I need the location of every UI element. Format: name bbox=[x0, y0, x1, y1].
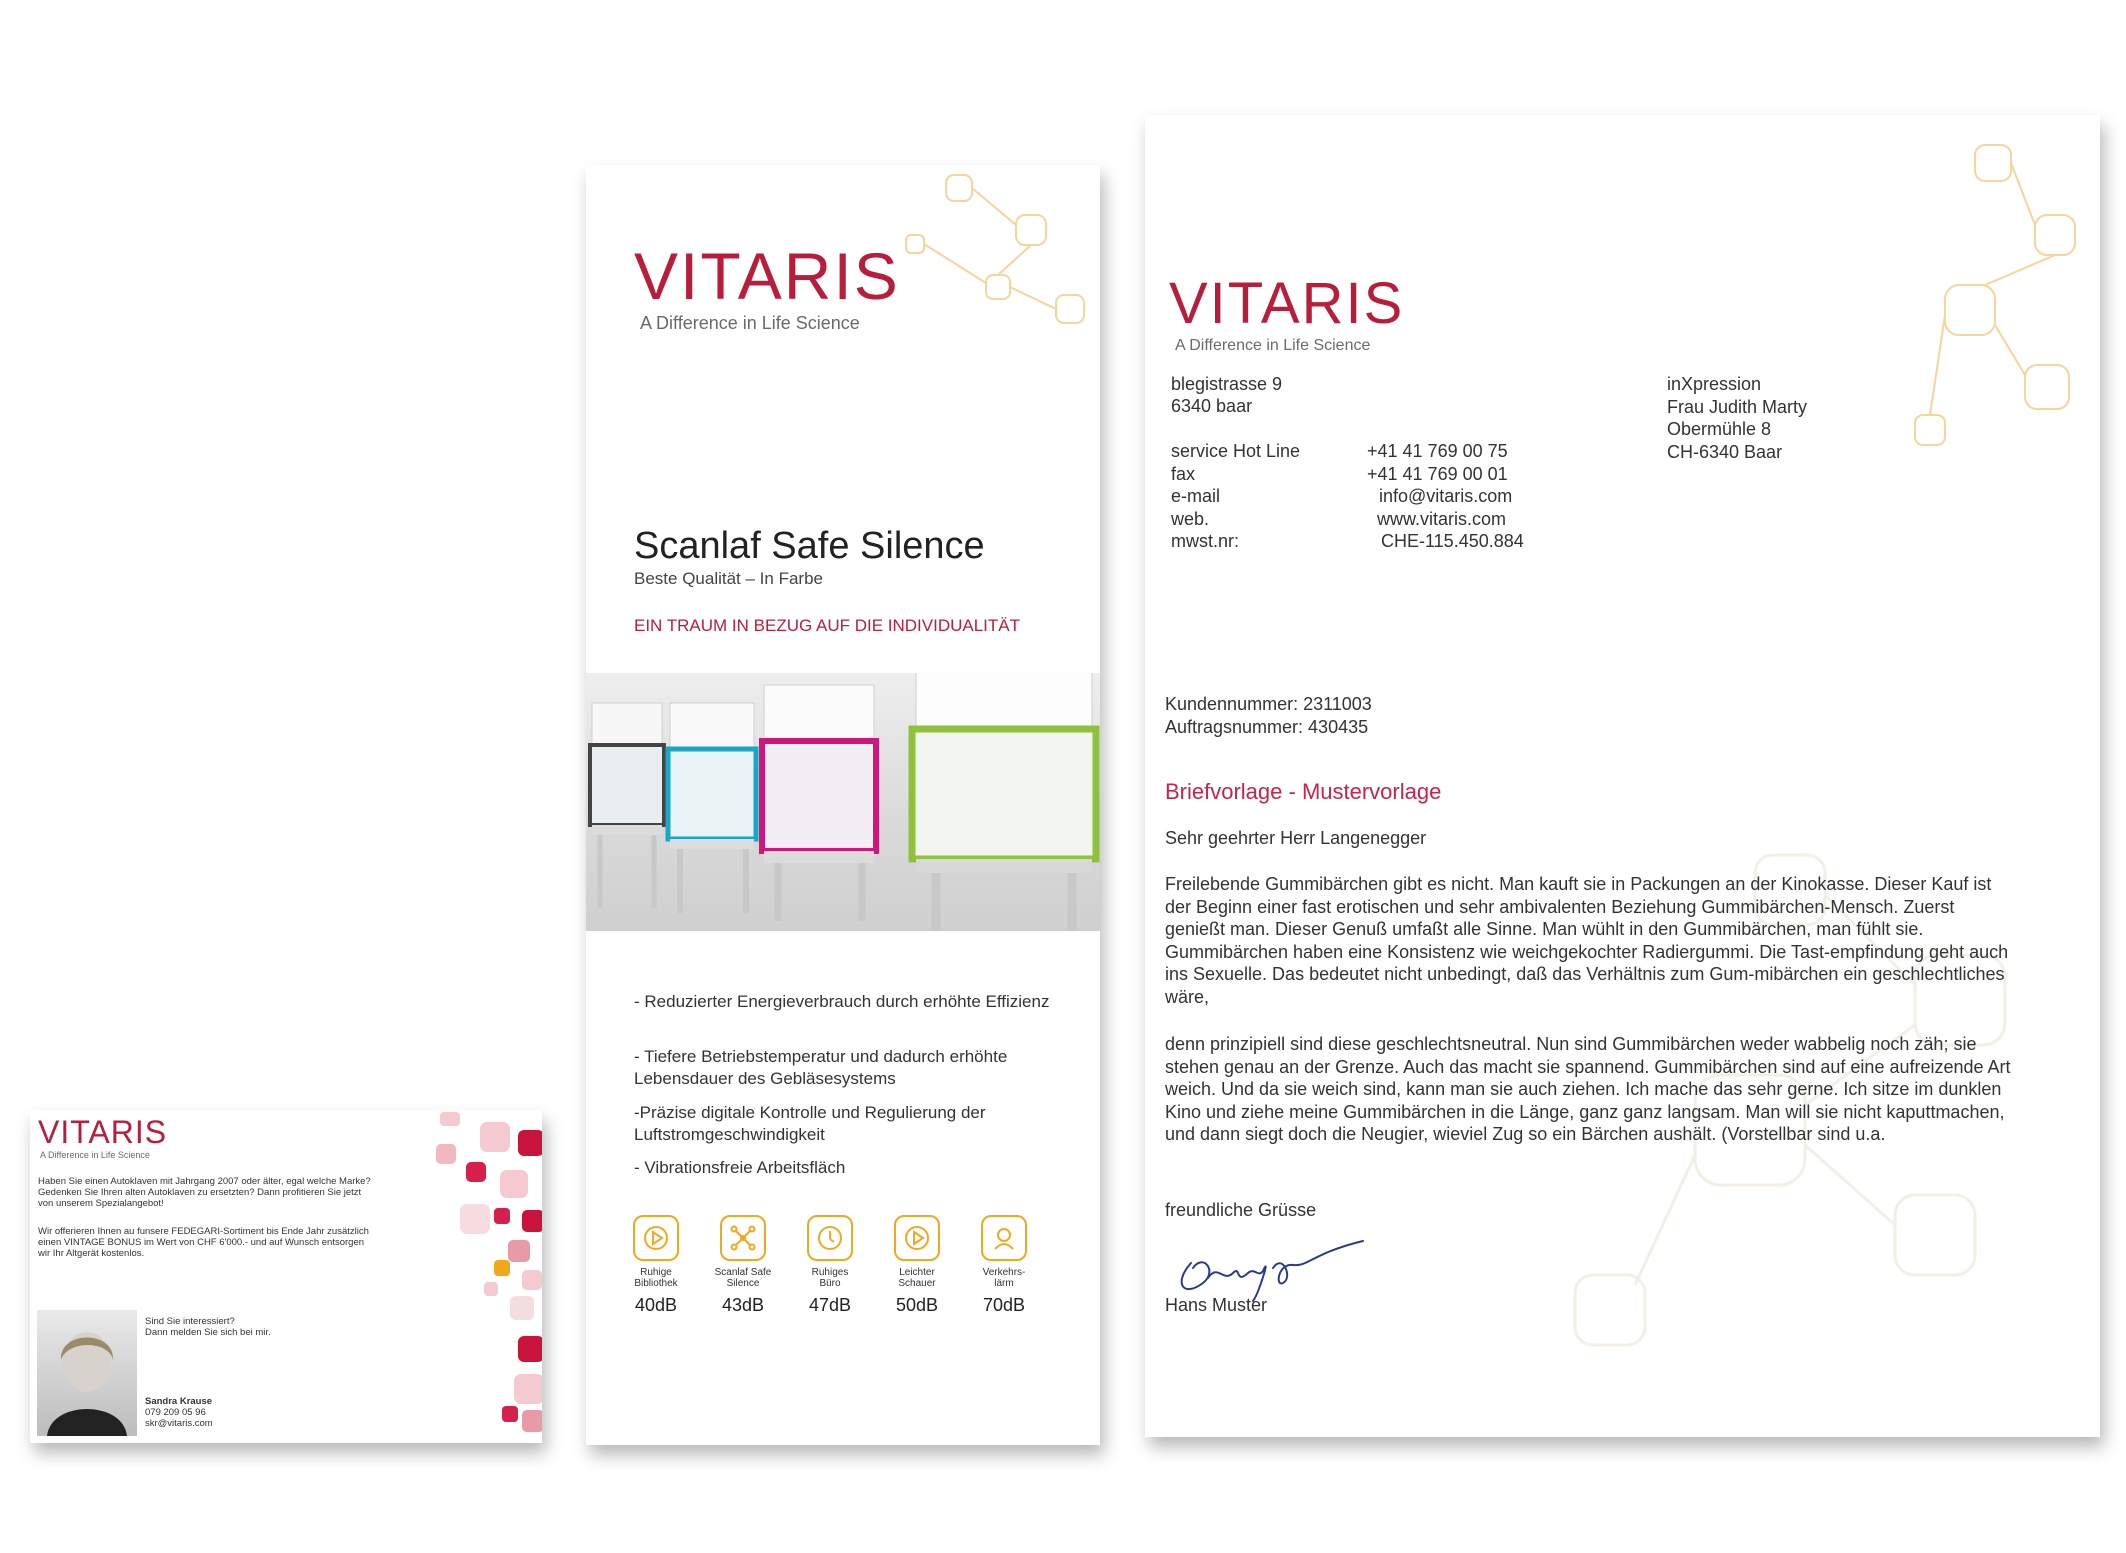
noise-level-value: 70dB bbox=[982, 1295, 1026, 1315]
address-line: 6340 baar bbox=[1171, 396, 1253, 416]
hexagon-pattern-decoration bbox=[1825, 115, 2100, 495]
letter-logo bbox=[1169, 271, 1405, 355]
contact-portrait bbox=[37, 1310, 137, 1436]
feature-item: - Reduzierter Energieverbrauch durch erhöhte Effizienz bbox=[634, 992, 1050, 1011]
play-icon bbox=[633, 1215, 679, 1261]
logo-tagline: A Difference in Life Science bbox=[40, 1150, 150, 1160]
card-contact bbox=[145, 1396, 365, 1429]
cabinet-2 bbox=[668, 703, 756, 913]
noise-level-item bbox=[974, 1215, 1034, 1316]
letter-paragraph: denn prinzipiell sind diese geschlechtsneutral. Nun sind Gummibärchen weder wabbelig noch zäh; sie stehen genau an der Grenze. Auch das macht sie spannend. Gummibärchen sind auf eine aufreizende Art weich. Und da sie weich sind, kann man sie auch ziehen. Ich mache das sehr gerne. Ich sitze im dunklen Kino und ziehe meine Gummibärchen in die Länge, ganz ganz langsam. Man will sie nicht kaputtmachen, und dann siegt doch die Neugier, wieviel Zug so ein Bärchen aushält. (Vorstellbar sind u.a. bbox=[1165, 1034, 2011, 1144]
noise-level-label: Ruhige Bibliothek bbox=[634, 1267, 678, 1289]
contact-label: service Hot Line bbox=[1171, 441, 1301, 461]
cabinet-1 bbox=[590, 703, 664, 908]
order-number: Auftragsnummer: 430435 bbox=[1165, 716, 1369, 737]
noise-level-item bbox=[713, 1215, 773, 1316]
cabinet-4 bbox=[912, 673, 1096, 931]
flyer-slogan: EIN TRAUM IN BEZUG AUF DIE INDIVIDUALITÄT bbox=[634, 616, 1021, 635]
flyer-subtitle: Beste Qualität – In Farbe bbox=[634, 569, 823, 588]
contact-name: Sandra Krause bbox=[145, 1396, 213, 1407]
recipient-line: Frau Judith Marty bbox=[1667, 396, 1808, 417]
logo-wordmark: VITARIS bbox=[38, 1114, 168, 1150]
card-question-block bbox=[145, 1316, 365, 1338]
square-pattern-decoration bbox=[390, 1110, 542, 1443]
contact-value: www.vitaris.com bbox=[1377, 508, 1507, 529]
noise-level-label: Verkehrs-lärm bbox=[982, 1267, 1026, 1289]
letter-subject: Briefvorlage - Mustervorlage bbox=[1165, 779, 1442, 804]
sender-address bbox=[1171, 373, 1282, 417]
noise-level-label: Leichter Schauer bbox=[898, 1267, 936, 1289]
noise-level-item bbox=[626, 1215, 686, 1316]
person-icon bbox=[981, 1215, 1027, 1261]
flyer-title: Scanlaf Safe Silence bbox=[634, 525, 985, 567]
product-flyer bbox=[586, 165, 1100, 1445]
letter-signer: Hans Muster bbox=[1165, 1295, 1268, 1315]
logo-wordmark: VITARIS bbox=[634, 239, 900, 313]
feature-item: -Präzise digitale Kontrolle und Regulierung der Luftstromgeschwindigkeit bbox=[634, 1103, 986, 1144]
reference-numbers bbox=[1165, 693, 1372, 738]
contact-value: info@vitaris.com bbox=[1379, 486, 1513, 506]
noise-level-item bbox=[887, 1215, 947, 1316]
product-photo bbox=[586, 673, 1100, 931]
contact-value: CHE-115.450.884 bbox=[1381, 531, 1524, 551]
card-text: Wir offerieren Ihnen au funsere FEDEGARI-Sortiment bis Ende Jahr zusätzlich einen VINTAGE BONUS im Wert von CHF 6'000.- und auf Wunsch entsorgen wir Ihr Altgerät kostenlos. bbox=[38, 1226, 369, 1259]
card-logo bbox=[38, 1116, 167, 1160]
noise-level-value: 43dB bbox=[721, 1295, 765, 1315]
logo-wordmark: VITARIS bbox=[1169, 271, 1405, 336]
recipient-line: Obermühle 8 bbox=[1667, 419, 1772, 439]
hexagon-pattern-decoration bbox=[886, 165, 1100, 365]
contact-labels bbox=[1171, 440, 1300, 553]
business-letter bbox=[1145, 115, 2100, 1437]
card-question: Sind Sie interessiert? bbox=[145, 1316, 235, 1327]
contact-value: +41 41 769 00 01 bbox=[1367, 463, 1508, 484]
card-cta: Dann melden Sie sich bei mir. bbox=[145, 1327, 271, 1338]
network-icon bbox=[720, 1215, 766, 1261]
letter-salutation: Sehr geehrter Herr Langenegger bbox=[1165, 828, 1427, 848]
play-icon bbox=[894, 1215, 940, 1261]
recipient-address bbox=[1667, 373, 1807, 463]
address-line: blegistrasse 9 bbox=[1171, 374, 1283, 394]
contact-values bbox=[1367, 440, 1524, 553]
card-text: Haben Sie einen Autoklaven mit Jahrgang 2007 oder älter, egal welche Marke? Gedenken Sie Ihren alten Autoklaven zu ersetzten? Dann profitieren Sie jetzt von unserem Spezialangebot! bbox=[38, 1176, 371, 1209]
noise-level-label: Scanlaf Safe Silence bbox=[714, 1267, 772, 1289]
letter-paragraph: Freilebende Gummibärchen gibt es nicht. Man kauft sie in Packungen an der Kinokasse. Dieser Kauf ist der Beginn einer fast erotischen und sehr ambivalenten Beziehung Gummibärchen-Mensch. Zuerst genießt man. Dieser Genuß umfaßt alle Sinne. Man wühlt in den Gummibärchen, man fühlt sie. Gummibärchen haben eine Konsistenz wie weichgekochter Radiergummi. Die Tast-empfindung geht auch ins Sexuelle. Das bedeutet nicht unbedingt, daß das Verhältnis zum Gum-mibärchen ein geschlechtliches wäre, bbox=[1165, 874, 2009, 1007]
noise-level-value: 47dB bbox=[808, 1295, 852, 1315]
flyer-logo bbox=[634, 239, 900, 334]
logo-tagline: A Difference in Life Science bbox=[1175, 337, 1371, 354]
contact-label: e-mail bbox=[1171, 486, 1221, 506]
cabinet-3 bbox=[762, 685, 876, 921]
feature-item: - Vibrationsfreie Arbeitsfläch bbox=[634, 1158, 846, 1177]
logo-tagline: A Difference in Life Science bbox=[640, 313, 860, 333]
signature-image bbox=[1163, 1223, 1383, 1303]
noise-level-label: Ruhiges Büro bbox=[811, 1267, 849, 1289]
contact-phone: 079 209 05 96 bbox=[145, 1407, 206, 1418]
noise-level-value: 40dB bbox=[634, 1295, 678, 1315]
contact-value: +41 41 769 00 75 bbox=[1367, 441, 1508, 461]
noise-level-value: 50dB bbox=[895, 1295, 939, 1315]
contact-label: fax bbox=[1171, 463, 1196, 484]
feature-item: - Tiefere Betriebstemperatur und dadurch erhöhte Lebensdauer des Gebläsesystems bbox=[634, 1047, 1008, 1088]
recipient-line: inXpression bbox=[1667, 374, 1762, 394]
recipient-line: CH-6340 Baar bbox=[1667, 441, 1783, 462]
customer-number: Kundennummer: 2311003 bbox=[1165, 694, 1372, 714]
contact-email: skr@vitaris.com bbox=[145, 1418, 213, 1429]
letter-closing: freundliche Grüsse bbox=[1165, 1200, 1317, 1220]
clock-icon bbox=[807, 1215, 853, 1261]
contact-label: mwst.nr: bbox=[1171, 531, 1240, 551]
promo-card bbox=[30, 1110, 542, 1443]
safety-cabinets-illustration bbox=[586, 673, 1100, 931]
noise-level-item bbox=[800, 1215, 860, 1316]
contact-label: web. bbox=[1171, 508, 1210, 529]
